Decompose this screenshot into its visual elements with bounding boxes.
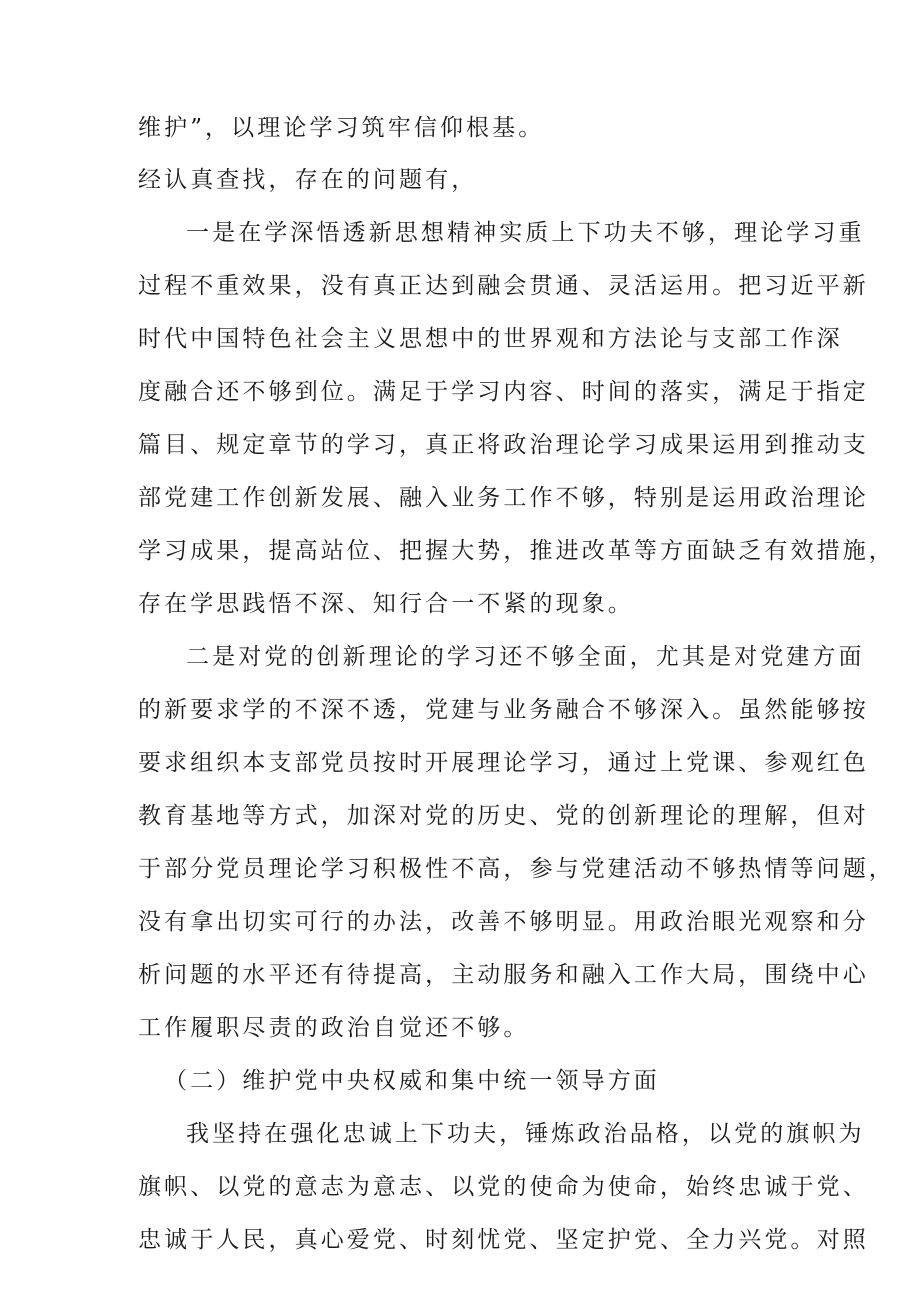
paragraph-2-line-3: 要求组织本支部党员按时开展理论学习，通过上党课、参观红色 xyxy=(138,750,869,776)
paragraph-3-line-2: 旗帜、以党的意志为意志、以党的使命为使命，始终忠诚于党、 xyxy=(138,1174,869,1200)
paragraph-1-line-1: 一是在学深悟透新思想精神实质上下功夫不够，理论学习重 xyxy=(186,220,865,246)
text-line-2: 经认真查找，存在的问题有， xyxy=(138,167,478,193)
section-heading: （二）维护党中央权威和集中统一领导方面 xyxy=(164,1068,660,1094)
paragraph-1-line-4: 度融合还不够到位。满足于学习内容、时间的落实，满足于指定 xyxy=(138,379,869,405)
paragraph-2-line-8: 工作履职尽责的政治自觉还不够。 xyxy=(138,1015,530,1041)
paragraph-1-line-7: 学习成果，提高站位、把握大势，推进改革等方面缺乏有效措施， xyxy=(138,538,895,564)
paragraph-1-line-3: 时代中国特色社会主义思想中的世界观和方法论与支部工作深 xyxy=(138,326,843,352)
paragraph-3-line-3: 忠诚于人民，真心爱党、时刻忧党、坚定护党、全力兴党。对照 xyxy=(138,1227,869,1253)
paragraph-3-line-1: 我坚持在强化忠诚上下功夫，锤炼政治品格，以党的旗帜为 xyxy=(186,1121,865,1147)
paragraph-1-line-8: 存在学思践悟不深、知行合一不紧的现象。 xyxy=(138,591,634,617)
paragraph-1-line-2: 过程不重效果，没有真正达到融会贯通、灵活运用。把习近平新 xyxy=(138,273,869,299)
text-line-1: 维护”，以理论学习筑牢信仰根基。 xyxy=(138,115,545,141)
paragraph-2-line-1: 二是对党的创新理论的学习还不够全面，尤其是对党建方面 xyxy=(186,644,865,670)
paragraph-2-line-7: 析问题的水平还有待提高，主动服务和融入工作大局，围绕中心 xyxy=(138,962,869,988)
paragraph-2-line-5: 于部分党员理论学习积极性不高，参与党建活动不够热情等问题， xyxy=(138,856,895,882)
paragraph-1-line-5: 篇目、规定章节的学习，真正将政治理论学习成果运用到推动支 xyxy=(138,432,869,458)
paragraph-2-line-6: 没有拿出切实可行的办法，改善不够明显。用政治眼光观察和分 xyxy=(138,909,869,935)
paragraph-1-line-6: 部党建工作创新发展、融入业务工作不够，特别是运用政治理论 xyxy=(138,485,869,511)
paragraph-2-line-2: 的新要求学的不深不透，党建与业务融合不够深入。虽然能够按 xyxy=(138,697,869,723)
paragraph-2-line-4: 教育基地等方式，加深对党的历史、党的创新理论的理解，但对 xyxy=(138,803,869,829)
